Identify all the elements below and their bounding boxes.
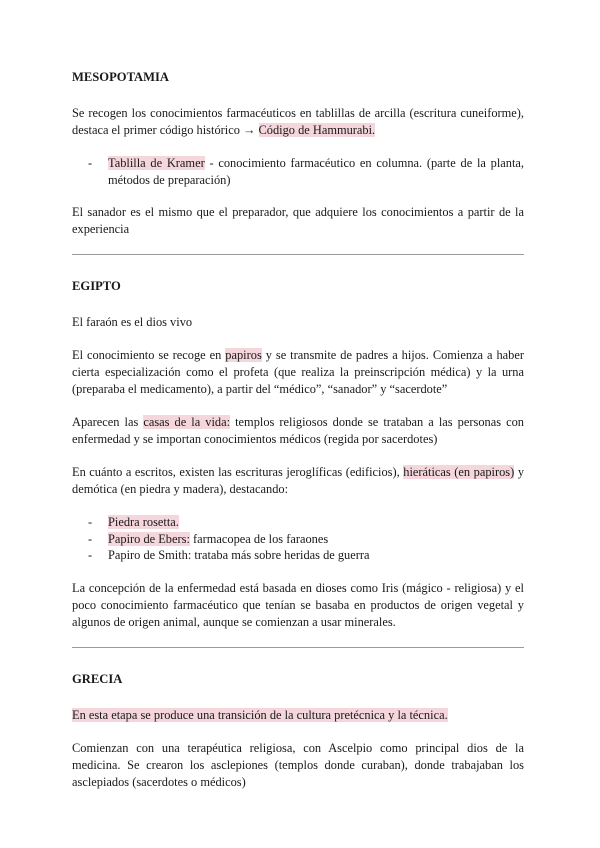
paragraph — [72, 347, 524, 398]
highlighted-text: Tablilla de Kramer — [108, 156, 205, 170]
highlighted-text: Papiro de Ebers: — [108, 531, 190, 546]
paragraph: Comienzan con una terapéutica religiosa, con Ascelpio como principal dios de la medicina. Se crearon los asclepiones (templos donde curaban), donde trabajaban los asclepiados (sacerdotes o médicos) — [72, 740, 524, 789]
text-run: En cuánto a escritos, existen las escrituras jeroglíficas (edificios), — [72, 465, 404, 479]
highlighted-text: Piedra rosetta. — [108, 515, 179, 529]
text-run: Se recogen los conocimientos farmacéuticos en tablillas de arcilla (escritura cuneiforme), destaca el primer código histórico → — [72, 106, 524, 137]
text-run: - conocimiento farmacéutico en columna. (parte de la planta, métodos de preparación) — [108, 156, 524, 187]
text-run: templos religiosos donde se trataban a las personas con enfermedad y se importan conocimientos médicos (regida por sacerdotes) — [72, 415, 524, 446]
list-item: - Papiro de Smith: trataba más sobre heridas de guerra — [72, 547, 524, 564]
paragraph — [72, 464, 524, 498]
section-divider — [72, 647, 524, 648]
highlighted-text: hieráticas (en papiros) — [403, 465, 515, 479]
paragraph — [72, 414, 524, 448]
text-run: y demótica (en piedra y madera), destacando: — [72, 465, 525, 496]
highlighted-text: En esta etapa se produce una transición de la cultura pretécnica y la técnica. — [72, 707, 448, 722]
text-run: farmacopea de los faraones — [189, 531, 329, 546]
section-title-egipto: EGIPTO — [72, 279, 121, 293]
section-title-mesopotamia: MESOPOTAMIA — [72, 70, 170, 84]
paragraph — [72, 105, 524, 139]
document-page — [72, 64, 524, 807]
paragraph: El sanador es el mismo que el preparador, que adquiere los conocimientos a partir de la experiencia — [72, 205, 524, 236]
bullet-list — [72, 514, 524, 564]
list-item — [72, 155, 524, 188]
highlighted-text: casas de la vida: — [143, 415, 231, 429]
section-title-grecia: GRECIA — [72, 671, 123, 686]
highlighted-text: papiros — [225, 348, 262, 362]
text-run: El conocimiento se recoge en — [72, 348, 226, 362]
list-item — [72, 531, 524, 548]
text-run: y se transmite de padres a hijos. Comienza a haber cierta especialización como el profeta (que realiza la preinscripción médica) y la urna (preparaba el medicamento), a partir del “médico”, “sanador” y “sacerdote” — [72, 348, 524, 396]
paragraph: El faraón es el dios vivo — [72, 315, 193, 329]
bullet-list — [72, 155, 524, 188]
list-item — [72, 514, 524, 531]
paragraph — [72, 707, 524, 724]
paragraph: La concepción de la enfermedad está basada en dioses como Iris (mágico - religiosa) y el poco conocimiento farmacéutico que tenían se basaba en productos de origen vegetal y algunos de origen animal, aunque se comienzan a usar minerales. — [72, 580, 524, 629]
section-divider — [72, 254, 524, 255]
text-run: Aparecen las — [72, 415, 144, 429]
highlighted-text: Código de Hammurabi. — [258, 123, 376, 137]
